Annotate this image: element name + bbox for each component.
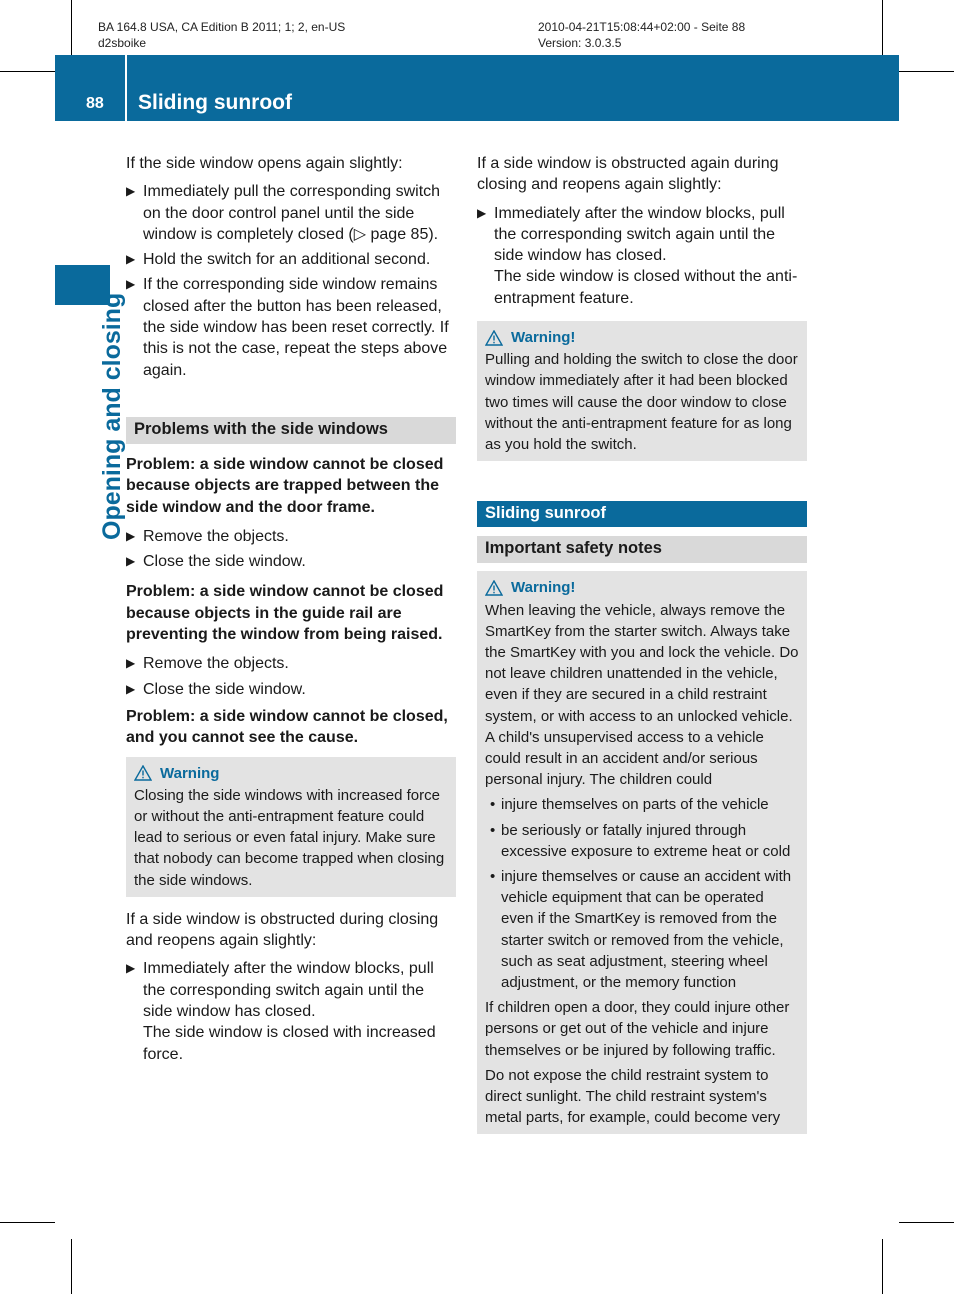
list-item: ▶ Close the side window. <box>126 551 456 572</box>
problem-heading: Problem: a side window cannot be closed because objects in the guide rail are preventing the window from being raised. <box>126 583 444 644</box>
warning-text: If children open a door, they could injure other persons or get out of the vehicle and injure themselves or be injured by following traffic. <box>485 999 790 1059</box>
list-item: ▶ Immediately pull the corresponding switch on the door control panel until the side window is completely closed (▷ page 85). <box>126 183 441 243</box>
warning-triangle-icon <box>485 330 503 346</box>
chapter-label: Opening and closing <box>98 292 126 540</box>
warning-text: Pulling and holding the switch to close the door window immediately after it had been blocked two times will cause the door window to close without the anti-entrapment feature for as long as you hold the switch. <box>485 351 798 454</box>
print-meta-right <box>538 19 745 51</box>
warning-text: Closing the side windows with increased force or without the anti-entrapment feature could lead to serious or even fatal injury. Make sure that nobody can become trapped when closing the side windows. <box>134 786 445 889</box>
list-item: ▶ Remove the objects. <box>126 526 456 547</box>
page-title: Sliding sunroof <box>138 91 292 114</box>
list-item: ▶ Immediately after the window blocks, pull the corresponding switch again until the side window has closed. The side window is closed with increased force. <box>126 960 436 1063</box>
list-item: ▶ Hold the switch for an additional second. <box>126 249 456 270</box>
right-column <box>477 153 807 1134</box>
warning-text: When leaving the vehicle, always remove the SmartKey from the starter switch. Always take the SmartKey with you and lock the vehicle. Do not leave children unattended in the vehicle, even if they are secured in a child restraint system, or with access to an unlocked vehicle. A child's unsupervised access to a vehicle could result in an accident and/or serious personal injury. The children could <box>485 601 799 789</box>
intro-text: If the side window opens again slightly: <box>126 155 403 172</box>
arrow-icon: ▶ <box>126 277 136 292</box>
warning-text: Do not expose the child restraint system to direct sunlight. The child restraint system's metal parts, for example, could become very <box>485 1066 781 1127</box>
crop-mark <box>71 1239 72 1294</box>
problem-heading: Problem: a side window cannot be closed, and you cannot see the cause. <box>126 707 448 747</box>
crop-mark <box>882 0 883 55</box>
arrow-icon: ▶ <box>126 961 136 976</box>
arrow-icon: ▶ <box>126 681 136 696</box>
intro-text: If a side window is obstructed again during closing and reopens again slightly: <box>477 155 779 194</box>
list-item: ▶ If the corresponding side window remains closed after the button has been released, the side window has been reset correctly. If this is not the case, repeat the steps above again. <box>126 276 449 379</box>
left-column <box>126 153 456 1069</box>
subsection-heading: Important safety notes <box>477 536 807 563</box>
meta-version: Version: 3.0.3.5 <box>538 36 622 50</box>
meta-timestamp: 2010-04-21T15:08:44+02:00 - Seite 88 <box>538 20 746 34</box>
warning-triangle-icon <box>485 580 503 596</box>
warning-box <box>477 571 807 1134</box>
arrow-icon: ▶ <box>126 252 136 267</box>
arrow-icon: ▶ <box>126 528 136 543</box>
warning-box <box>126 757 456 897</box>
warning-heading: Warning! <box>485 577 799 598</box>
warning-box <box>477 321 807 461</box>
print-meta-left <box>98 19 345 51</box>
warning-triangle-icon <box>134 765 152 781</box>
crop-mark <box>899 71 954 72</box>
list-item: • be seriously or fatally injured through excessive exposure to extreme heat or cold <box>490 821 791 860</box>
result-text: The side window is closed without the anti-entrapment feature. <box>494 268 798 307</box>
problem-heading: Problem: a side window cannot be closed because objects are trapped between the side window and the door frame. <box>126 455 444 516</box>
crop-mark <box>899 1222 954 1223</box>
list-item: • injure themselves on parts of the vehicle <box>490 796 769 814</box>
warning-heading: Warning <box>134 763 448 784</box>
meta-edition: BA 164.8 USA, CA Edition B 2011; 1; 2, en-US <box>98 20 346 34</box>
arrow-icon: ▶ <box>477 205 487 220</box>
body-text: If a side window is obstructed during closing and reopens again slightly: <box>126 910 439 950</box>
result-text: The side window is closed with increased force. <box>143 1024 436 1063</box>
list-item: ▶ Immediately after the window blocks, pull the corresponding switch again until the side window has closed. The side window is closed without the anti-entrapment feature. <box>477 204 798 307</box>
arrow-icon: ▶ <box>126 554 136 569</box>
header-divider <box>125 55 127 121</box>
arrow-icon: ▶ <box>126 184 136 199</box>
page-number: 88 <box>86 95 104 112</box>
crop-mark <box>0 71 55 72</box>
crop-mark <box>71 0 72 55</box>
list-item: ▶ Close the side window. <box>126 679 456 700</box>
crop-mark <box>882 1239 883 1294</box>
section-heading: Problems with the side windows <box>126 417 456 444</box>
warning-heading: Warning! <box>485 327 799 348</box>
list-item: ▶ Remove the objects. <box>126 653 456 674</box>
section-heading: Sliding sunroof <box>477 501 807 527</box>
crop-mark <box>0 1222 55 1223</box>
list-item: • injure themselves or cause an accident with vehicle equipment that can be operated even if the SmartKey is removed from the starter switch or removed from the vehicle, such as seat adjustment, steering wheel adjustment, or the memory function <box>490 867 792 991</box>
arrow-icon: ▶ <box>126 656 136 671</box>
meta-author: d2sboike <box>98 36 147 50</box>
